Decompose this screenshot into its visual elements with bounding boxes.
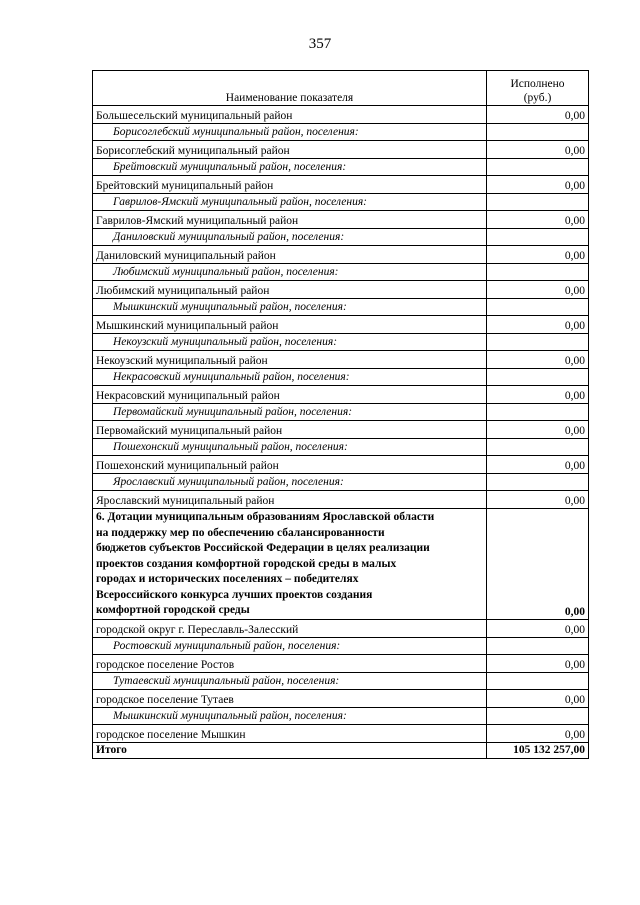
table-row [93,456,589,474]
section-6-line: городах и исторических поселениях – победителях [96,573,359,585]
column-header-executed-line2: (руб.) [523,92,552,104]
row-value [487,299,589,316]
row-value [487,474,589,491]
subheader-label: Даниловский муниципальный район, поселения: [93,229,487,246]
subheader-label: Ярославский муниципальный район, поселения: [93,474,487,491]
page-number: 357 [308,36,332,52]
table-body-part1 [93,106,589,509]
row-value [487,707,589,724]
table-body-part2 [93,619,589,742]
subheader-row [93,369,589,386]
table-body-section6 [93,509,589,620]
row-value [487,404,589,421]
row-value: 0,00 [487,246,589,264]
subheader-row [93,264,589,281]
row-value: 0,00 [487,724,589,742]
subheader-label: Любимский муниципальный район, поселения: [93,264,487,281]
subheader-label: Тутаевский муниципальный район, поселения: [93,672,487,689]
row-value: 0,00 [487,211,589,229]
table-row [93,619,589,637]
table-row [93,421,589,439]
row-name: городской округ г. Переславль-Залесский [93,619,487,637]
total-row [93,742,589,758]
row-value [487,637,589,654]
row-value: 0,00 [487,176,589,194]
row-value: 0,00 [487,421,589,439]
row-name: городское поселение Мышкин [93,724,487,742]
table-row [93,316,589,334]
row-name: Даниловский муниципальный район [93,246,487,264]
row-name: Любимский муниципальный район [93,281,487,299]
row-value [487,124,589,141]
table-row [93,246,589,264]
row-value [487,159,589,176]
table-row [93,654,589,672]
row-name: Ярославский муниципальный район [93,491,487,509]
row-name: городское поселение Тутаев [93,689,487,707]
subheader-label: Мышкинский муниципальный район, поселения: [93,299,487,316]
subheader-label: Ростовский муниципальный район, поселения: [93,637,487,654]
table-header-row [93,71,589,106]
row-name: Некрасовский муниципальный район [93,386,487,404]
row-value [487,369,589,386]
report-table [92,70,589,759]
table-row [93,491,589,509]
subheader-label: Некоузский муниципальный район, поселения: [93,334,487,351]
subheader-label: Пошехонский муниципальный район, поселения: [93,439,487,456]
section-6-row [93,509,589,620]
row-value [487,229,589,246]
row-value: 0,00 [487,689,589,707]
row-value: 0,00 [487,654,589,672]
subheader-row [93,672,589,689]
row-value: 0,00 [487,491,589,509]
section-6-line: комфортной городской среды [96,604,250,616]
row-value [487,672,589,689]
row-name: Большесельский муниципальный район [93,106,487,124]
subheader-row [93,194,589,211]
subheader-row [93,159,589,176]
subheader-label: Некрасовский муниципальный район, поселения: [93,369,487,386]
subheader-label: Мышкинский муниципальный район, поселения: [93,707,487,724]
section-6-line: проектов создания комфортной городской среды в малых [96,557,397,570]
subheader-row [93,334,589,351]
row-name: Борисоглебский муниципальный район [93,141,487,159]
table-row [93,211,589,229]
table-row [93,689,589,707]
table-body-total [93,742,589,758]
subheader-row [93,229,589,246]
row-value: 0,00 [487,316,589,334]
subheader-row [93,637,589,654]
subheader-label: Брейтовский муниципальный район, поселения: [93,159,487,176]
table-row [93,351,589,369]
row-value: 0,00 [487,141,589,159]
subheader-row [93,707,589,724]
row-value [487,334,589,351]
subheader-row [93,474,589,491]
row-value [487,439,589,456]
section-6-line: бюджетов субъектов Российской Федерации в целях реализации [96,542,430,554]
section-6-value: 0,00 [487,509,589,620]
subheader-label: Борисоглебский муниципальный район, поселения: [93,124,487,141]
subheader-row [93,299,589,316]
total-value: 105 132 257,00 [487,742,589,758]
row-value: 0,00 [487,619,589,637]
section-6-line: Всероссийского конкурса лучших проектов создания [96,588,373,601]
subheader-row [93,124,589,141]
row-value: 0,00 [487,456,589,474]
table-row [93,106,589,124]
column-header-executed [487,71,589,106]
subheader-label: Первомайский муниципальный район, поселения: [93,404,487,421]
subheader-label: Гаврилов-Ямский муниципальный район, поселения: [93,194,487,211]
subheader-row [93,404,589,421]
section-6-line: 6. Дотации муниципальным образованиям Ярославской области [96,511,435,523]
row-name: Пошехонский муниципальный район [93,456,487,474]
column-header-name: Наименование показателя [93,71,487,106]
row-value [487,264,589,281]
column-header-executed-line1: Исполнено [510,78,565,90]
row-value: 0,00 [487,386,589,404]
subheader-row [93,439,589,456]
section-6-line: на поддержку мер по обеспечению сбалансированности [96,526,385,539]
row-name: Брейтовский муниципальный район [93,176,487,194]
table-row [93,281,589,299]
table-row [93,176,589,194]
row-name: городское поселение Ростов [93,654,487,672]
row-name: Мышкинский муниципальный район [93,316,487,334]
row-name: Некоузский муниципальный район [93,351,487,369]
row-name: Первомайский муниципальный район [93,421,487,439]
table-row [93,141,589,159]
row-name: Гаврилов-Ямский муниципальный район [93,211,487,229]
section-6-title [93,509,487,620]
total-label: Итого [93,742,487,758]
row-value: 0,00 [487,106,589,124]
row-value: 0,00 [487,351,589,369]
row-value: 0,00 [487,281,589,299]
table-row [93,386,589,404]
row-value [487,194,589,211]
table-row [93,724,589,742]
